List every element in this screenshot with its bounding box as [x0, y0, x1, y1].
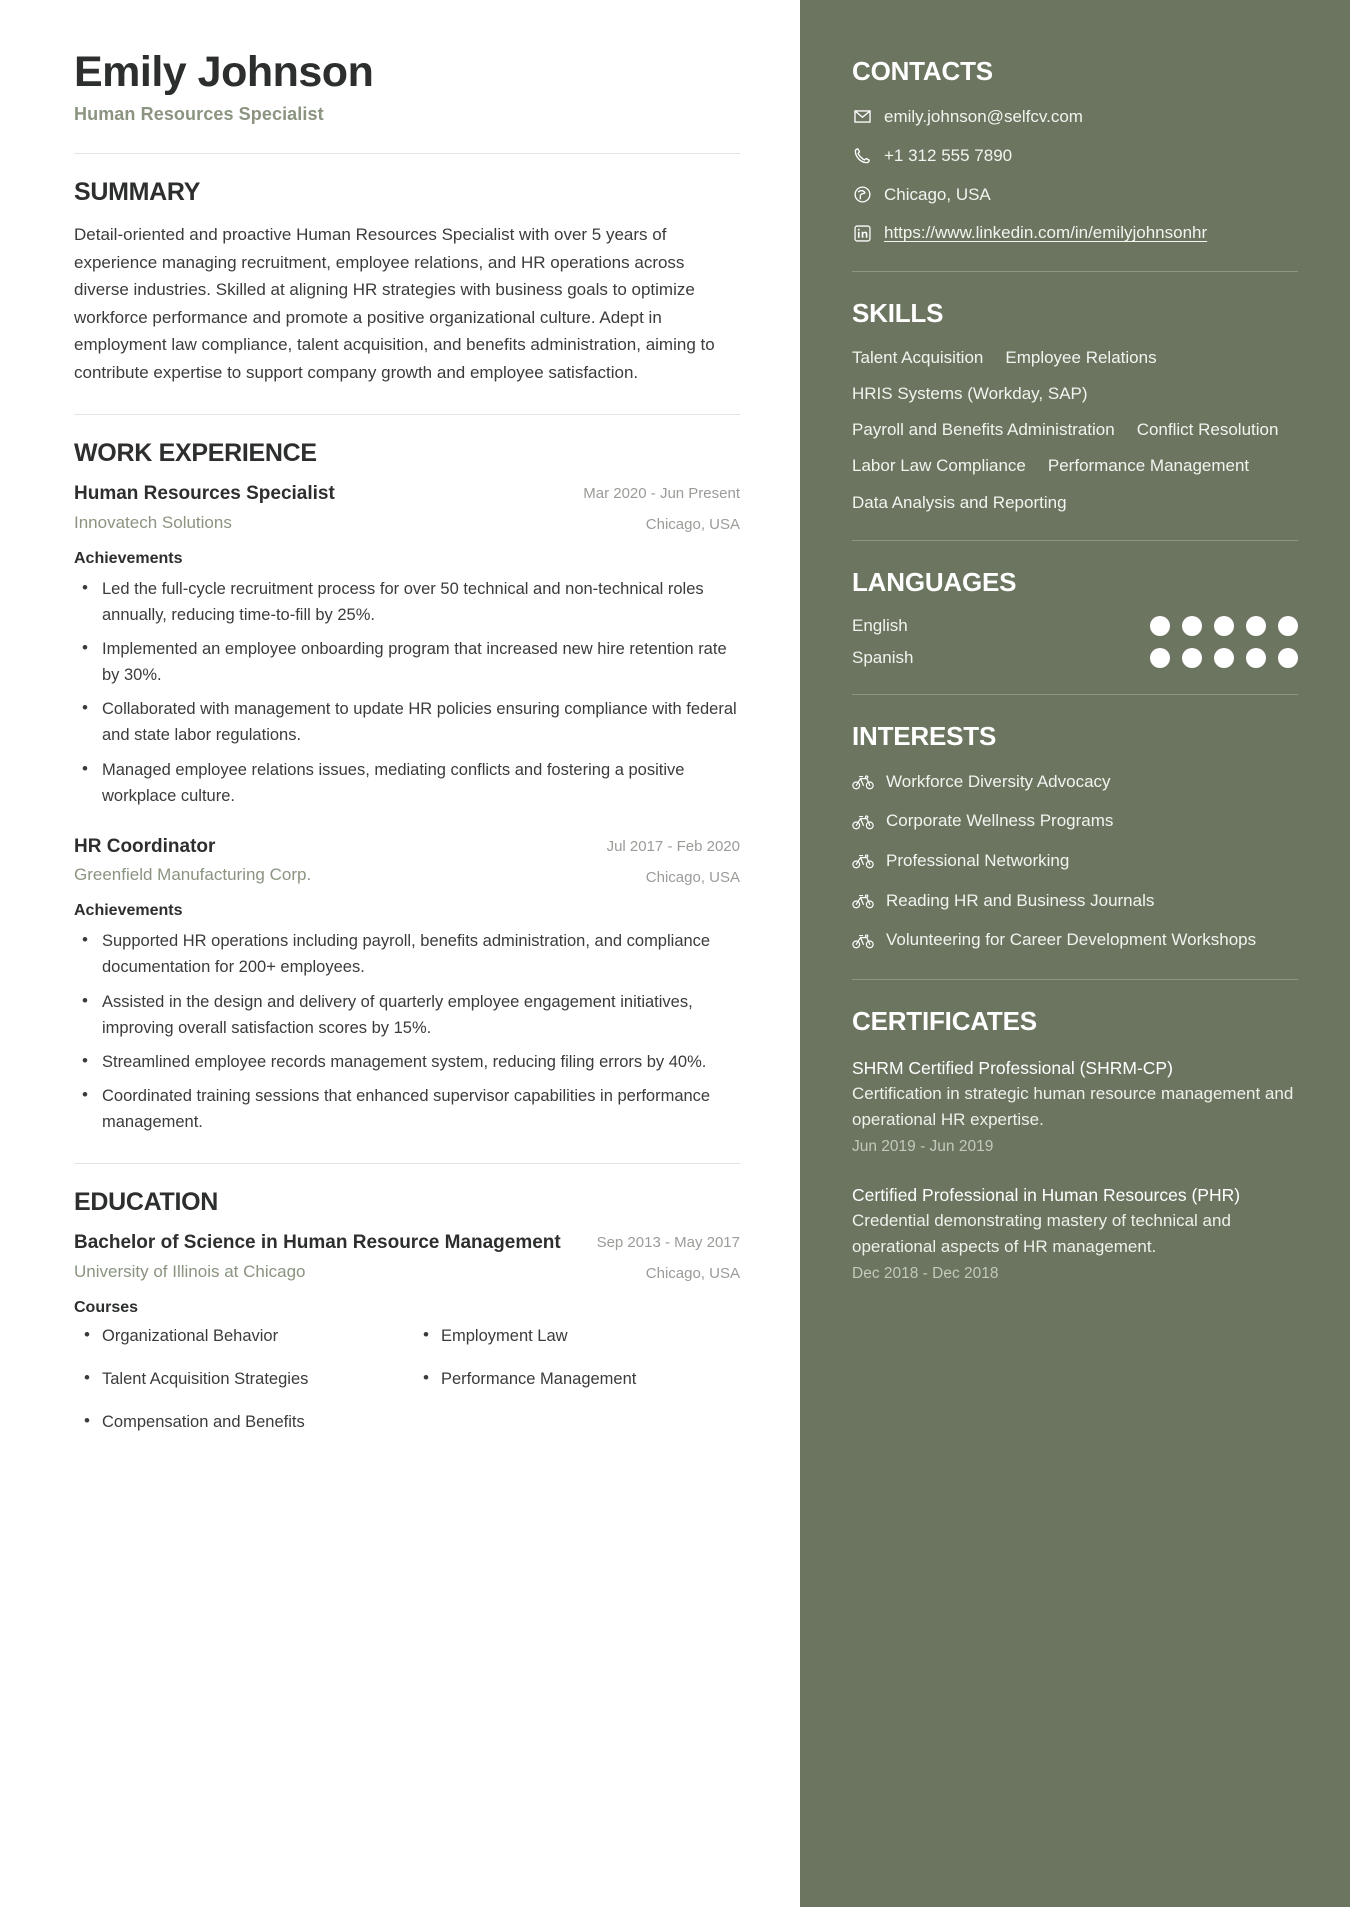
summary-title: SUMMARY [74, 178, 201, 207]
achievement-item: • Led the full-cycle recruitment process for over 50 technical and non-technical roles annually, reducing time-to-fill by 25%. [74, 576, 740, 628]
language-row [852, 616, 1298, 636]
bicycle-icon [852, 773, 874, 791]
interest-item [852, 889, 1298, 914]
certificates-title: CERTIFICATES [852, 1005, 1037, 1036]
interest-item [852, 928, 1298, 953]
education-location: Chicago, USA [645, 1264, 740, 1282]
skill-item: Conflict Resolution [1136, 420, 1279, 440]
skill-item: Data Analysis and Reporting [852, 492, 1067, 512]
education-meta [597, 1231, 740, 1282]
contacts-title: CONTACTS [852, 56, 993, 86]
language-rating [1150, 648, 1298, 668]
education-title: EDUCATION [74, 1187, 219, 1216]
divider [74, 414, 740, 415]
linkedin-icon [852, 223, 872, 243]
skill-item: Payroll and Benefits Administration [852, 420, 1115, 440]
sidebar-divider [852, 694, 1298, 695]
achievements-list [74, 928, 740, 1134]
language-row [852, 648, 1298, 668]
work-entry-meta [583, 482, 740, 533]
certificate-description: Certification in strategic human resource management and operational HR expertise. [852, 1084, 1294, 1130]
candidate-name: Emily Johnson [74, 48, 374, 96]
job-date: Mar 2020 - Jun Present [583, 485, 740, 503]
contact-linkedin-text[interactable]: https://www.linkedin.com/in/emilyjohnsonhr [884, 223, 1208, 243]
degree-name: Bachelor of Science in Human Resource Management [74, 1231, 561, 1253]
achievements-label: Achievements [74, 902, 183, 920]
contact-email [852, 105, 1298, 129]
achievement-item: • Supported HR operations including payroll, benefits administration, and compliance documentation for 200+ employees. [74, 928, 740, 980]
work-entry-meta [607, 835, 740, 886]
bicycle-icon [852, 813, 874, 831]
interest-label: Workforce Diversity Advocacy [886, 771, 1111, 791]
achievement-item: • Streamlined employee records management system, reducing filing errors by 40%. [74, 1049, 740, 1075]
job-company: Greenfield Manufacturing Corp. [74, 865, 312, 885]
certificate-item [852, 1055, 1298, 1156]
rating-dot [1182, 616, 1202, 636]
rating-dot [1182, 648, 1202, 668]
rating-dot [1150, 648, 1170, 668]
language-rating [1150, 616, 1298, 636]
courses-list [74, 1325, 740, 1434]
rating-dot [1214, 648, 1234, 668]
interests-section [852, 721, 1298, 953]
job-location: Chicago, USA [645, 868, 740, 886]
contact-location-text: Chicago, USA [884, 184, 991, 204]
contact-phone-text: +1 312 555 7890 [884, 145, 1013, 165]
achievement-item: • Assisted in the design and delivery of quarterly employee engagement initiatives, improving overall satisfaction scores by 15%. [74, 989, 740, 1041]
education-titles [74, 1231, 581, 1283]
rating-dot [1150, 616, 1170, 636]
skills-list [852, 347, 1298, 513]
interest-label: Volunteering for Career Development Workshops [886, 930, 1257, 950]
contact-linkedin[interactable] [852, 221, 1298, 245]
sidebar [800, 0, 1350, 1907]
work-entry [74, 482, 740, 808]
phone-icon [852, 146, 872, 166]
candidate-subtitle: Human Resources Specialist [74, 104, 324, 125]
rating-dot [1214, 616, 1234, 636]
work-experience-title: WORK EXPERIENCE [74, 439, 317, 468]
contact-phone [852, 144, 1298, 168]
education-date: Sep 2013 - May 2017 [596, 1233, 740, 1251]
summary-section [74, 178, 740, 386]
interests-title: INTERESTS [852, 720, 997, 751]
interest-item [852, 849, 1298, 874]
skills-title: SKILLS [852, 298, 944, 329]
language-name: Spanish [852, 647, 914, 667]
job-company: Innovatech Solutions [74, 513, 232, 533]
rating-dot [1278, 616, 1298, 636]
achievements-list [74, 576, 740, 809]
work-entry-titles [74, 482, 567, 534]
certificates-section [852, 1006, 1298, 1283]
header-block [74, 48, 740, 125]
course-item: • Talent Acquisition Strategies [74, 1368, 401, 1391]
languages-title: LANGUAGES [852, 566, 1017, 597]
summary-text: Detail-oriented and proactive Human Resources Specialist with over 5 years of experience managing recruitment, employee relations, and HR operations across diverse industries. Skilled at aligning HR strategies with business goals to optimize workforce performance and promote a positive organizational culture. Adept in employment law compliance, talent acquisition, and benefits administration, aiming to contribute expertise to support company growth and employee satisfaction. [74, 225, 715, 382]
work-experience-section [74, 439, 740, 1135]
skill-item: Performance Management [1047, 456, 1250, 476]
rating-dot [1246, 616, 1266, 636]
education-entry-header [74, 1231, 740, 1283]
skill-item: Talent Acquisition [852, 348, 984, 368]
sidebar-divider [852, 271, 1298, 272]
interest-item [852, 770, 1298, 795]
job-role: Human Resources Specialist [74, 483, 335, 505]
achievements-label: Achievements [74, 550, 183, 568]
course-item: • Compensation and Benefits [74, 1411, 401, 1434]
envelope-icon [852, 107, 872, 127]
work-entry-titles [74, 835, 591, 887]
course-item: • Organizational Behavior [74, 1325, 401, 1348]
courses-label: Courses [74, 1298, 139, 1316]
job-location: Chicago, USA [645, 516, 740, 534]
contact-location [852, 183, 1298, 207]
rating-dot [1246, 648, 1266, 668]
divider [74, 153, 740, 154]
certificate-name: SHRM Certified Professional (SHRM-CP) [852, 1057, 1173, 1078]
skill-item: Labor Law Compliance [852, 456, 1026, 476]
languages-section [852, 567, 1298, 668]
school-name: University of Illinois at Chicago [74, 1261, 306, 1281]
skill-item: HRIS Systems (Workday, SAP) [852, 384, 1088, 404]
interest-label: Reading HR and Business Journals [886, 890, 1155, 910]
certificate-date: Dec 2018 - Dec 2018 [852, 1264, 999, 1282]
certificate-name: Certified Professional in Human Resources (PHR) [852, 1184, 1241, 1205]
divider [74, 1163, 740, 1164]
rating-dot [1278, 648, 1298, 668]
work-entry-header [74, 835, 740, 887]
sidebar-divider [852, 979, 1298, 980]
work-entry [74, 835, 740, 1135]
bicycle-icon [852, 852, 874, 870]
skills-section [852, 298, 1298, 513]
sidebar-divider [852, 540, 1298, 541]
job-role: HR Coordinator [74, 835, 216, 857]
achievement-item: • Coordinated training sessions that enhanced supervisor capabilities in performance management. [74, 1083, 740, 1135]
course-item: • Performance Management [413, 1368, 740, 1391]
achievement-item: • Collaborated with management to update HR policies ensuring compliance with federal and state labor regulations. [74, 696, 740, 748]
achievement-item: • Managed employee relations issues, mediating conflicts and fostering a positive workplace culture. [74, 757, 740, 809]
education-section [74, 1188, 740, 1434]
achievement-item: • Implemented an employee onboarding program that increased new hire retention rate by 30%. [74, 636, 740, 688]
language-name: English [852, 615, 908, 635]
interest-item [852, 809, 1298, 834]
bicycle-icon [852, 932, 874, 950]
course-item: • Employment Law [413, 1325, 740, 1348]
bicycle-icon [852, 892, 874, 910]
interest-label: Corporate Wellness Programs [886, 811, 1114, 831]
interest-label: Professional Networking [886, 850, 1070, 870]
work-entry-header [74, 482, 740, 534]
contacts-section [852, 56, 1298, 245]
globe-icon [852, 184, 872, 204]
certificate-date: Jun 2019 - Jun 2019 [852, 1137, 994, 1155]
certificate-item [852, 1182, 1298, 1283]
job-date: Jul 2017 - Feb 2020 [606, 837, 740, 855]
skill-item: Employee Relations [1005, 348, 1157, 368]
contact-email-text: emily.johnson@selfcv.com [884, 107, 1083, 126]
certificate-description: Credential demonstrating mastery of technical and operational aspects of HR management. [852, 1211, 1231, 1257]
